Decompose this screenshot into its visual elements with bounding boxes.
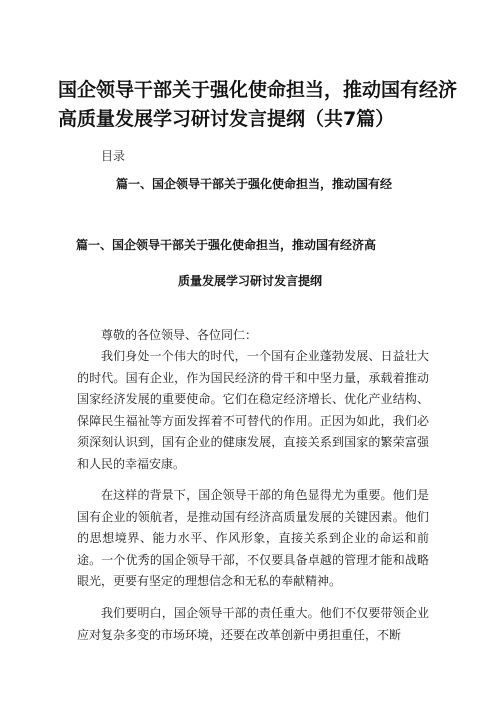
paragraph: 我们身处一个伟大的时代，一个国有企业蓬勃发展、日益壮大的时代。国有企业，作为国民经济的骨干和中坚力量，承载着推动国家经济发展的重要使命。它们在稳定经济增长、优化产业结构、保障民生福祉等方面发挥着不可替代的作用。正因为如此，我们必须深刻认识到，国有企业的健康发展，直接关系到国家的繁荣富强和人民的幸福安康。 xyxy=(77,349,429,471)
section-title-line-2: 质量发展学习研讨发言提纲 xyxy=(177,274,322,288)
toc-item-1[interactable]: 篇一、国企领导干部关于强化使命担当，推动国有经 xyxy=(116,177,393,191)
paragraph: 我们要明白，国企领导干部的责任重大。他们不仅要带领企业应对复杂多变的市场环境，还要在改革创新中勇担重任，不断 xyxy=(77,606,429,642)
paragraph: 在这样的背景下，国企领导干部的角色显得尤为重要。他们是国有企业的领航者，是推动国有经济高质量发展的关键因素。他们的思想境界、能力水平、作风形象，直接关系到企业的命运和前途。一个优秀的国企领导干部，不仅要具备卓越的管理才能和战略眼光，更要有坚定的理想信念和无私的奉献精神。 xyxy=(77,488,429,588)
paragraph-2-block xyxy=(77,485,429,593)
paragraph-1-block xyxy=(77,346,429,475)
toc-heading: 目录 xyxy=(101,149,126,163)
document-title: 国企领导干部关于强化使命担当，推动国有经济高质量发展学习研讨发言提纲（共7篇） xyxy=(58,79,458,130)
paragraph-3-block xyxy=(77,603,429,646)
greeting: 尊敬的各位领导、各位同仁： xyxy=(101,328,258,342)
section-title-line-1: 篇一、国企领导干部关于强化使命担当，推动国有经济高 xyxy=(76,238,377,252)
